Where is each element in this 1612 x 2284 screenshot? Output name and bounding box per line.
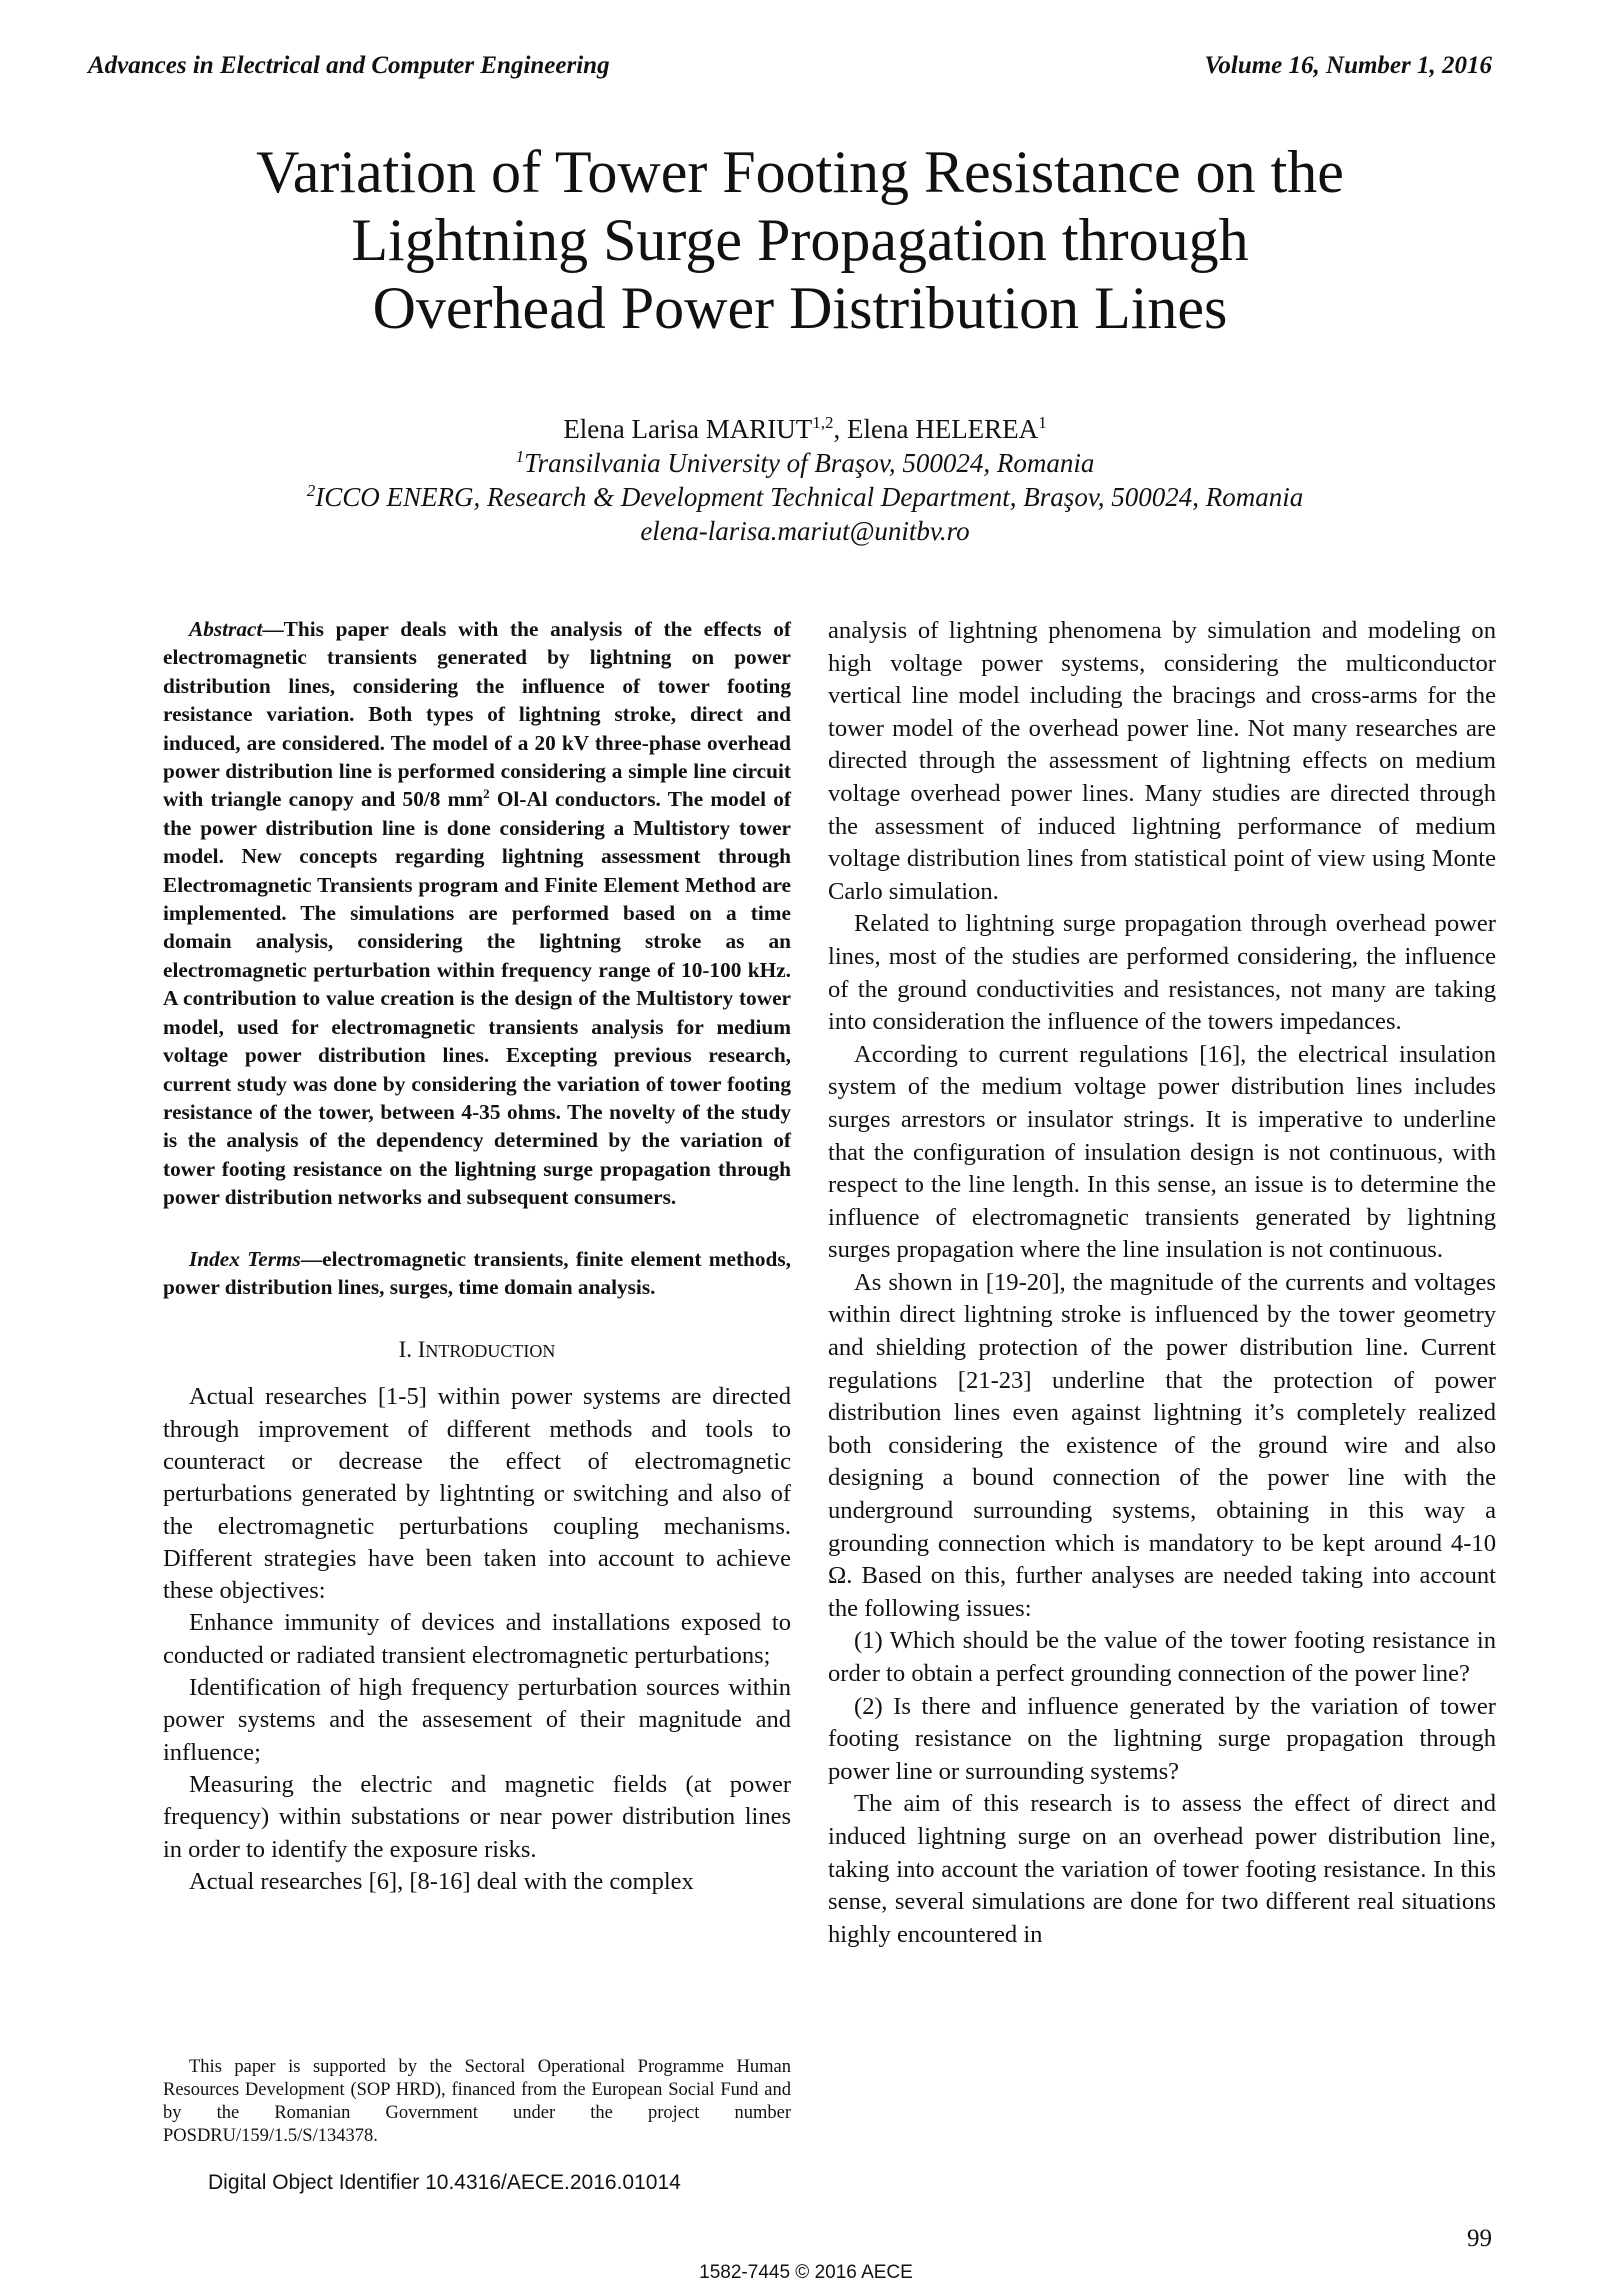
journal-name: Advances in Electrical and Computer Engineering — [88, 52, 610, 79]
section-number: I. — [398, 1337, 418, 1363]
body-paragraph: Actual researches [6], [8-16] deal with the complex — [189, 1867, 694, 1895]
authors-block — [140, 412, 1470, 548]
paper-title — [120, 138, 1480, 342]
body-paragraph: Actual researches [1-5] within power systems are directed through improvement of different methods and tools to counteract or decrease the effect of electromagnetic perturbations generated by lightnting or switching and also of the electromagnetic perturbations coupling mechanisms. Different strategies have been taken into account to achieve these objectives: — [163, 1383, 791, 1605]
author-email: elena-larisa.mariut@unitbv.ro — [640, 516, 970, 546]
affiliation-sup: 2 — [306, 481, 316, 500]
body-paragraph: analysis of lightning phenomena by simulation and modeling on high voltage power systems, considering the multiconductor vertical line model including the bracings and cross-arms for the tower model of the overhead power line. Not many researches are directed through the assessment of lightning effects on medium voltage overhead power lines. Many studies are directed through the assessment of induced lightning performance of medium voltage distribution lines from statistical point of view using Monte Carlo simulation. — [828, 617, 1496, 905]
body-paragraph: Measuring the electric and magnetic fields (at power frequency) within substations or near power distribution lines in order to identify the exposure risks. — [163, 1770, 791, 1863]
affiliation-2 — [140, 480, 1470, 514]
affiliation-sup: 1 — [515, 447, 525, 466]
right-column — [828, 615, 1496, 1951]
affiliation-text: Transilvania University of Braşov, 500024, Romania — [524, 448, 1095, 478]
body-paragraph: Enhance immunity of devices and installations exposed to conducted or radiated transient electromagnetic perturbations; — [163, 1609, 791, 1669]
index-terms-text: —electromagnetic transients, finite element methods, power distribution lines, surges, time domain analysis. — [163, 1246, 791, 1299]
author-name: Elena HELEREA — [846, 414, 1039, 444]
body-paragraph: The aim of this research is to assess the effect of direct and induced lightning surge on an overhead power distribution line, taking into account the variation of tower footing resistance. In this sense, several simulations are done for two different real situations highly encountered in — [828, 1790, 1496, 1948]
section-title-rest: NTRODUCTION — [425, 1341, 556, 1362]
abstract-label: Abstract — [189, 617, 263, 641]
title-line: Variation of Tower Footing Resistance on the — [256, 139, 1344, 205]
volume-info: Volume 16, Number 1, 2016 — [1204, 52, 1492, 79]
abstract-text: Ol-Al conductors. The model of the power distribution line is done considering a Multistory tower model. New concepts regarding lightning assessment through Electromagnetic Transients program and Finite Element Method are implemented. The simulations are performed based on a time domain analysis, considering the lightning stroke as an electromagnetic perturbation within frequency range of 10-100 kHz. A contribution to value creation is the design of the Multistory tower model, used for electromagnetic transients analysis for medium voltage power distribution lines. Excepting previous research, current study was done by considering the variation of tower footing resistance of the tower, between 4-35 ohms. The novelty of the study is the analysis of the dependency determined by the variation of tower footing resistance on the lightning surge propagation through power distribution networks and subsequent consumers. — [163, 787, 791, 1210]
author-name: Elena Larisa MARIUT — [563, 414, 813, 444]
left-column — [163, 615, 791, 1898]
affiliation-1 — [140, 446, 1470, 480]
section-heading-introduction — [163, 1337, 791, 1363]
affiliation-text: ICCO ENERG, Research & Development Technical Department, Braşov, 500024, Romania — [315, 482, 1304, 512]
abstract — [163, 615, 791, 1212]
author-line — [140, 412, 1470, 446]
page-number: 99 — [1467, 2225, 1492, 2252]
body-paragraph: Related to lightning surge propagation through overhead power lines, most of the studies are performed considering, the influence of the ground conductivities and resistances, not many are taking into consideration the influence of the towers impedances. — [828, 910, 1496, 1036]
abstract-sup: 2 — [483, 786, 490, 802]
doi: Digital Object Identifier 10.4316/AECE.2016.01014 — [208, 2171, 681, 2194]
title-line: Lightning Surge Propagation through — [351, 207, 1249, 273]
author-sup: 1 — [1038, 413, 1047, 432]
running-header — [88, 52, 1492, 86]
body-paragraph: As shown in [19-20], the magnitude of the currents and voltages within direct lightning stroke is influenced by the tower geometry and shielding protection of the power distribution line. Current regulations [21-23] underline that the protection of power distribution lines even against lightning it’s completely realized both considering the existence of the ground wire and also designing a bound connection of the power line with the underground surrounding systems, obtaining in this way a grounding connection which is mandatory to be kept around 4-10 Ω. Based on this, further analyses are needed taking into account the following issues: — [828, 1268, 1496, 1622]
copyright: 1582-7445 © 2016 AECE — [699, 2262, 913, 2283]
index-terms — [163, 1245, 791, 1302]
author-sup: 1,2 — [812, 413, 834, 432]
body-paragraph: (2) Is there and influence generated by the variation of tower footing resistance on the lightning surge propagation through power line or surrounding systems? — [828, 1692, 1496, 1785]
section-title-initial: I — [417, 1337, 426, 1363]
abstract-text: —This paper deals with the analysis of the effects of electromagnetic transients generated by lightning on power distribution lines, considering the influence of tower footing resistance variation. Both types of lightning stroke, direct and induced, are considered. The model of a 20 kV three-phase overhead power distribution line is performed considering a simple line circuit with triangle canopy and 50/8 mm — [163, 617, 791, 812]
body-paragraph: (1) Which should be the value of the tower footing resistance in order to obtain a perfect grounding connection of the power line? — [828, 1627, 1496, 1687]
author-separator: , — [833, 414, 847, 444]
body-paragraph: According to current regulations [16], the electrical insulation system of the medium voltage power distribution lines includes surges arrestors or insulator strings. It is imperative to underline that the configuration of insulation design is not continuous, with respect to the line length. In this sense, an issue is to determine the influence of electromagnetic transients generated by lightning surges propagation where the line insulation is not continuous. — [828, 1040, 1496, 1264]
index-terms-label: Index Terms — [189, 1246, 301, 1271]
funding-footnote: This paper is supported by the Sectoral Operational Programme Human Resources Development (SOP HRD), financed from the European Social Fund and by the Romanian Government under the project number POSDRU/159/1.5/S/134378. — [163, 2057, 791, 2146]
title-line: Overhead Power Distribution Lines — [372, 275, 1228, 341]
body-paragraph: Identification of high frequency perturbation sources within power systems and the assesement of their magnitude and influence; — [163, 1674, 791, 1766]
